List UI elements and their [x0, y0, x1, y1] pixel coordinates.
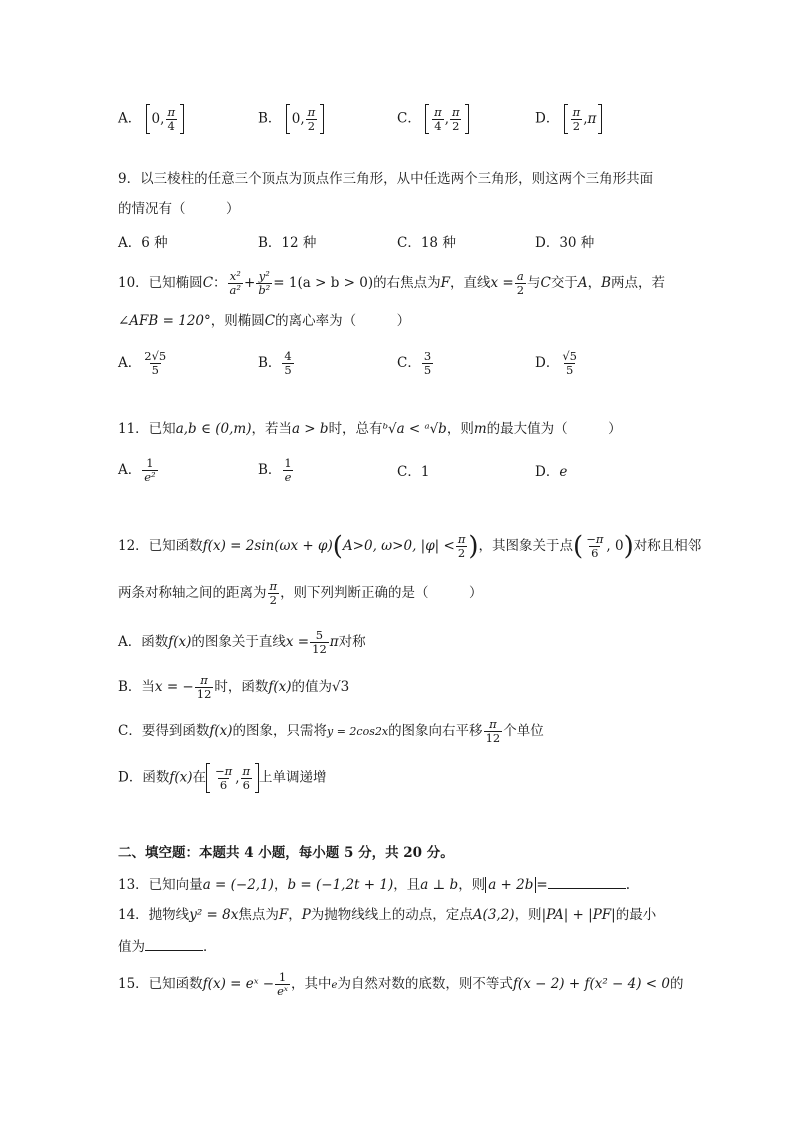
option-text: B．当	[118, 679, 155, 695]
option-label: B．	[258, 355, 282, 371]
q11-text: ，则	[446, 421, 474, 437]
frac-den: e	[284, 470, 292, 484]
q12-stem-line2	[118, 580, 483, 607]
option-label: B．	[258, 235, 282, 251]
ellipse-name: C	[264, 313, 276, 329]
q10-option-b	[258, 350, 295, 377]
focus-name: F	[440, 275, 450, 291]
q14-stem-line2	[118, 936, 217, 957]
frac-den: 12	[196, 687, 212, 701]
q10-text: 的右焦点为	[373, 275, 441, 291]
root-inequality: ᵇ√a < ᵃ√b	[382, 421, 447, 437]
frac-den: 2	[516, 283, 525, 297]
q13-stem	[118, 874, 630, 895]
q10-text: ，直线	[449, 275, 491, 291]
cos-func: y = 2cos2x	[327, 725, 389, 738]
x-eq: x = −	[154, 679, 194, 695]
frac-den: eˣ	[277, 984, 289, 998]
q14-text: ，	[288, 907, 302, 923]
option-text: 6 种	[141, 235, 168, 251]
frac-den: 2	[452, 118, 460, 133]
option-text: 30 种	[559, 235, 595, 251]
option-text: D．函数	[118, 769, 170, 786]
option-label: D．	[535, 355, 560, 371]
q9-stem-line2: 的情况有（ ）	[118, 201, 240, 217]
option-label: A．	[118, 355, 142, 371]
frac-den: 4	[167, 118, 175, 133]
equals-sign: =	[536, 877, 548, 893]
frac-den: 2	[307, 118, 316, 133]
q12-text: 对称且相邻	[633, 538, 702, 554]
q14-text: ，则	[514, 907, 542, 923]
angle-expr: ∠AFB = 120°	[118, 313, 211, 329]
q10-text: ，	[587, 275, 602, 291]
q8-option-b: B． 0 , $\frac{\pi}{2}$	[258, 104, 324, 134]
func-ref: f(x)	[169, 769, 193, 786]
option-text: 在	[192, 769, 206, 786]
point-name: P	[301, 907, 311, 923]
frac-num: 2√5	[144, 349, 167, 363]
option-text: 时，函数	[214, 679, 269, 695]
q14-period: ．	[203, 939, 217, 955]
option-text: 12 种	[281, 235, 317, 251]
interval-lower: 0	[151, 111, 161, 127]
q10-text: 两点，若	[611, 275, 666, 291]
frac-num: a	[516, 269, 524, 283]
q12-text: ，其图象关于点	[478, 538, 574, 554]
distance-expr: |PA| + |PF|	[541, 907, 616, 923]
q12-text: 两条对称轴之间的距离为	[118, 585, 267, 601]
frac-num: π	[457, 532, 466, 546]
q11-option-a	[118, 457, 159, 484]
q10-prefix: 10．已知椭圆	[118, 275, 203, 291]
frac-num: 1	[278, 970, 287, 984]
q12-stem-line1: 12．已知函数f(x) = 2sin(ωx + φ)(A>0, ω>0, |φ| < $\frac{\pi}{2}$ )，其图象关于点( $\frac{-\pi}{6}$ , 0)对称且相邻	[118, 531, 702, 562]
q12-text: 12．已知函数	[118, 538, 203, 554]
frac-den: b²	[258, 283, 271, 297]
abs-expr: a + 2b	[485, 877, 536, 893]
plus-sign: +	[244, 275, 256, 291]
frac-den: 5	[565, 363, 574, 377]
frac-num: π	[242, 763, 251, 778]
q13-text: ，	[273, 877, 288, 893]
option-label: A．	[118, 235, 142, 251]
frac-num: π	[200, 673, 208, 687]
ellipse-condition: = 1(a > b > 0)	[273, 275, 374, 291]
q13-text: ，且	[393, 877, 421, 893]
q14-text: 14．抛物线	[118, 907, 190, 923]
frac-num: x²	[229, 269, 241, 283]
function-def: f(x) = 2sin(ωx + φ)	[202, 538, 333, 554]
frac-num: y²	[258, 269, 270, 283]
q12-option-a	[118, 629, 366, 656]
answer-blank[interactable]	[145, 936, 203, 951]
point-name: B	[601, 275, 612, 291]
q8-option-a: A． 0 , $\frac{\pi}{4}$	[118, 104, 184, 134]
q10-option-c	[397, 350, 434, 377]
answer-blank[interactable]	[548, 874, 626, 889]
point-coord: , 0	[606, 538, 624, 554]
func-ref: f(x)	[209, 723, 233, 739]
frac-num: 4	[284, 349, 292, 363]
option-label: B．	[258, 462, 282, 478]
pi-symbol: π	[329, 634, 339, 650]
q10-text: 交于	[550, 275, 578, 291]
option-label: C．	[397, 235, 421, 251]
frac-num: π	[572, 104, 581, 119]
q14-text: 为抛物线线上的动点，定点	[310, 907, 473, 923]
func-ref: f(x)	[168, 634, 192, 650]
param-condition: A>0, ω>0, |φ| <	[342, 538, 455, 554]
line-eq: x =	[490, 275, 514, 291]
frac-num: π	[307, 104, 316, 119]
option-text: 1	[420, 464, 430, 480]
q13-text: 13．已知向量	[118, 877, 203, 893]
q11-text: 的最大值为（ ）	[486, 421, 622, 437]
option-text: 上单调递增	[259, 769, 327, 786]
frac-num: √5	[562, 349, 577, 363]
focus-name: F	[278, 907, 289, 923]
frac-num: 5	[315, 628, 324, 642]
q12-option-b	[118, 674, 349, 701]
q13-period: .	[625, 877, 630, 893]
q13-text: ，则	[458, 877, 486, 893]
frac-den: 5	[423, 363, 432, 377]
func-ref: f(x)	[268, 679, 292, 695]
frac-den: e²	[144, 470, 156, 484]
q11-stem	[118, 419, 622, 439]
ellipse-name: C	[540, 275, 551, 291]
frac-den: 5	[284, 363, 292, 377]
q9-option-d	[535, 233, 594, 253]
point-name: A	[577, 275, 588, 291]
option-label: D．	[535, 110, 560, 127]
q12-text: ，则下列判断正确的是（ ）	[280, 585, 483, 601]
frac-den: 2	[457, 546, 466, 560]
option-text: C．要得到函数	[118, 723, 210, 739]
q9-stem-line1: 9．以三棱柱的任意三个顶点为顶点作三角形，从中任选两个三角形，则这两个三角形共面	[118, 171, 654, 187]
q10-text: 与	[527, 275, 541, 291]
option-label: C．	[397, 110, 421, 127]
value-expr: √3	[332, 679, 350, 695]
frac-num: π	[452, 104, 460, 119]
vector-b: b = (−1,2t + 1)	[287, 877, 394, 893]
q11-text: 11．已知	[118, 421, 176, 437]
line-eq: x =	[285, 634, 310, 650]
q10-text: ，则椭圆	[210, 313, 265, 329]
frac-den: 6	[219, 777, 228, 792]
option-text: 的图象，只需将	[232, 723, 327, 739]
q15-text: 15．已知函数	[118, 976, 203, 992]
option-label: B．	[258, 110, 282, 127]
frac-num: 1	[284, 456, 292, 470]
q11-option-c	[397, 462, 429, 482]
q15-text: 的	[669, 976, 684, 992]
q10-option-d	[535, 350, 580, 377]
q15-text: ，其中	[291, 976, 332, 992]
frac-num: 1	[146, 456, 154, 470]
option-text: 18 种	[420, 235, 456, 251]
frac-den: 6	[242, 777, 250, 792]
inequality-expr: f(x − 2) + f(x² − 4) < 0	[512, 976, 670, 992]
q11-text: 时，总有	[328, 421, 383, 437]
option-text: 的值为	[291, 679, 333, 695]
euler-e: e	[331, 980, 338, 991]
q9-option-b	[258, 233, 316, 253]
option-text: e	[559, 464, 568, 480]
frac-num: π	[434, 104, 442, 119]
frac-num: π	[167, 104, 175, 119]
q11-option-d	[535, 462, 567, 482]
frac-den: 12	[485, 731, 501, 745]
q10-text: 的离心率为（ ）	[275, 313, 411, 329]
frac-num: π	[269, 579, 278, 593]
frac-num: 3	[423, 349, 432, 363]
q15-stem	[118, 971, 683, 998]
set-expr: a,b ∈ (0,m)	[175, 421, 252, 437]
frac-den: 6	[591, 546, 599, 560]
q12-option-d: D．函数f(x)在 $\frac{-\pi}{6}$ , $\frac{\pi}{6}$ 上单调递增	[118, 763, 327, 792]
q14-text: 焦点为	[238, 907, 279, 923]
frac-den: 4	[434, 118, 442, 133]
q14-stem-line1	[118, 905, 656, 925]
option-text: 个单位	[503, 723, 544, 739]
frac-den: 2	[572, 118, 581, 133]
q10-option-a	[118, 350, 169, 377]
frac-den: 2	[269, 593, 277, 607]
q11-option-b	[258, 457, 295, 484]
frac-num: −π	[214, 763, 233, 778]
option-text: 的图象向右平移	[388, 723, 483, 739]
function-def: f(x) = eˣ −	[202, 976, 275, 992]
q9-option-c	[397, 233, 456, 253]
q11-text: ，若当	[251, 421, 292, 437]
option-text: A．函数	[118, 634, 169, 650]
q14-text: 值为	[118, 939, 145, 955]
q8-option-d: D． $\frac{\pi}{2}$ , π	[535, 104, 602, 134]
option-label: D．	[535, 235, 560, 251]
frac-num: π	[489, 717, 497, 731]
option-label: A．	[118, 462, 142, 478]
option-label: A．	[118, 110, 142, 127]
perp-expr: a ⊥ b	[420, 877, 459, 893]
q10-stem-line1	[118, 270, 665, 297]
option-label: C．	[397, 355, 421, 371]
option-text: 对称	[338, 634, 366, 650]
cond-expr: a > b	[291, 421, 329, 437]
ellipse-name: C	[202, 275, 214, 291]
frac-den: 5	[151, 363, 159, 377]
q10-stem-line2	[118, 311, 410, 331]
option-label: C．	[397, 464, 421, 480]
vector-a: a = (−2,1)	[202, 877, 274, 893]
section-heading: 二、填空题：本题共 4 小题，每小题 5 分，共 20 分。	[118, 845, 454, 861]
interval-lower: 0	[291, 111, 301, 127]
q10-colon: ：	[213, 275, 227, 291]
q14-text: 的最小	[615, 907, 657, 923]
point-coord: A(3,2)	[472, 907, 515, 923]
option-label: D．	[535, 464, 560, 480]
frac-den: a²	[229, 283, 241, 297]
q15-text: 为自然对数的底数，则不等式	[337, 976, 513, 992]
option-text: 的图象关于直线	[191, 634, 286, 650]
interval-upper: π	[587, 111, 597, 127]
q12-option-c	[118, 718, 544, 745]
q9-option-a	[118, 233, 168, 253]
q8-option-c: C． $\frac{\pi}{4}$ , $\frac{\pi}{2}$	[397, 104, 469, 134]
var-m: m	[473, 421, 487, 437]
frac-num: −π	[586, 532, 604, 546]
frac-den: 12	[312, 642, 327, 656]
parabola-eq: y² = 8x	[189, 907, 239, 923]
